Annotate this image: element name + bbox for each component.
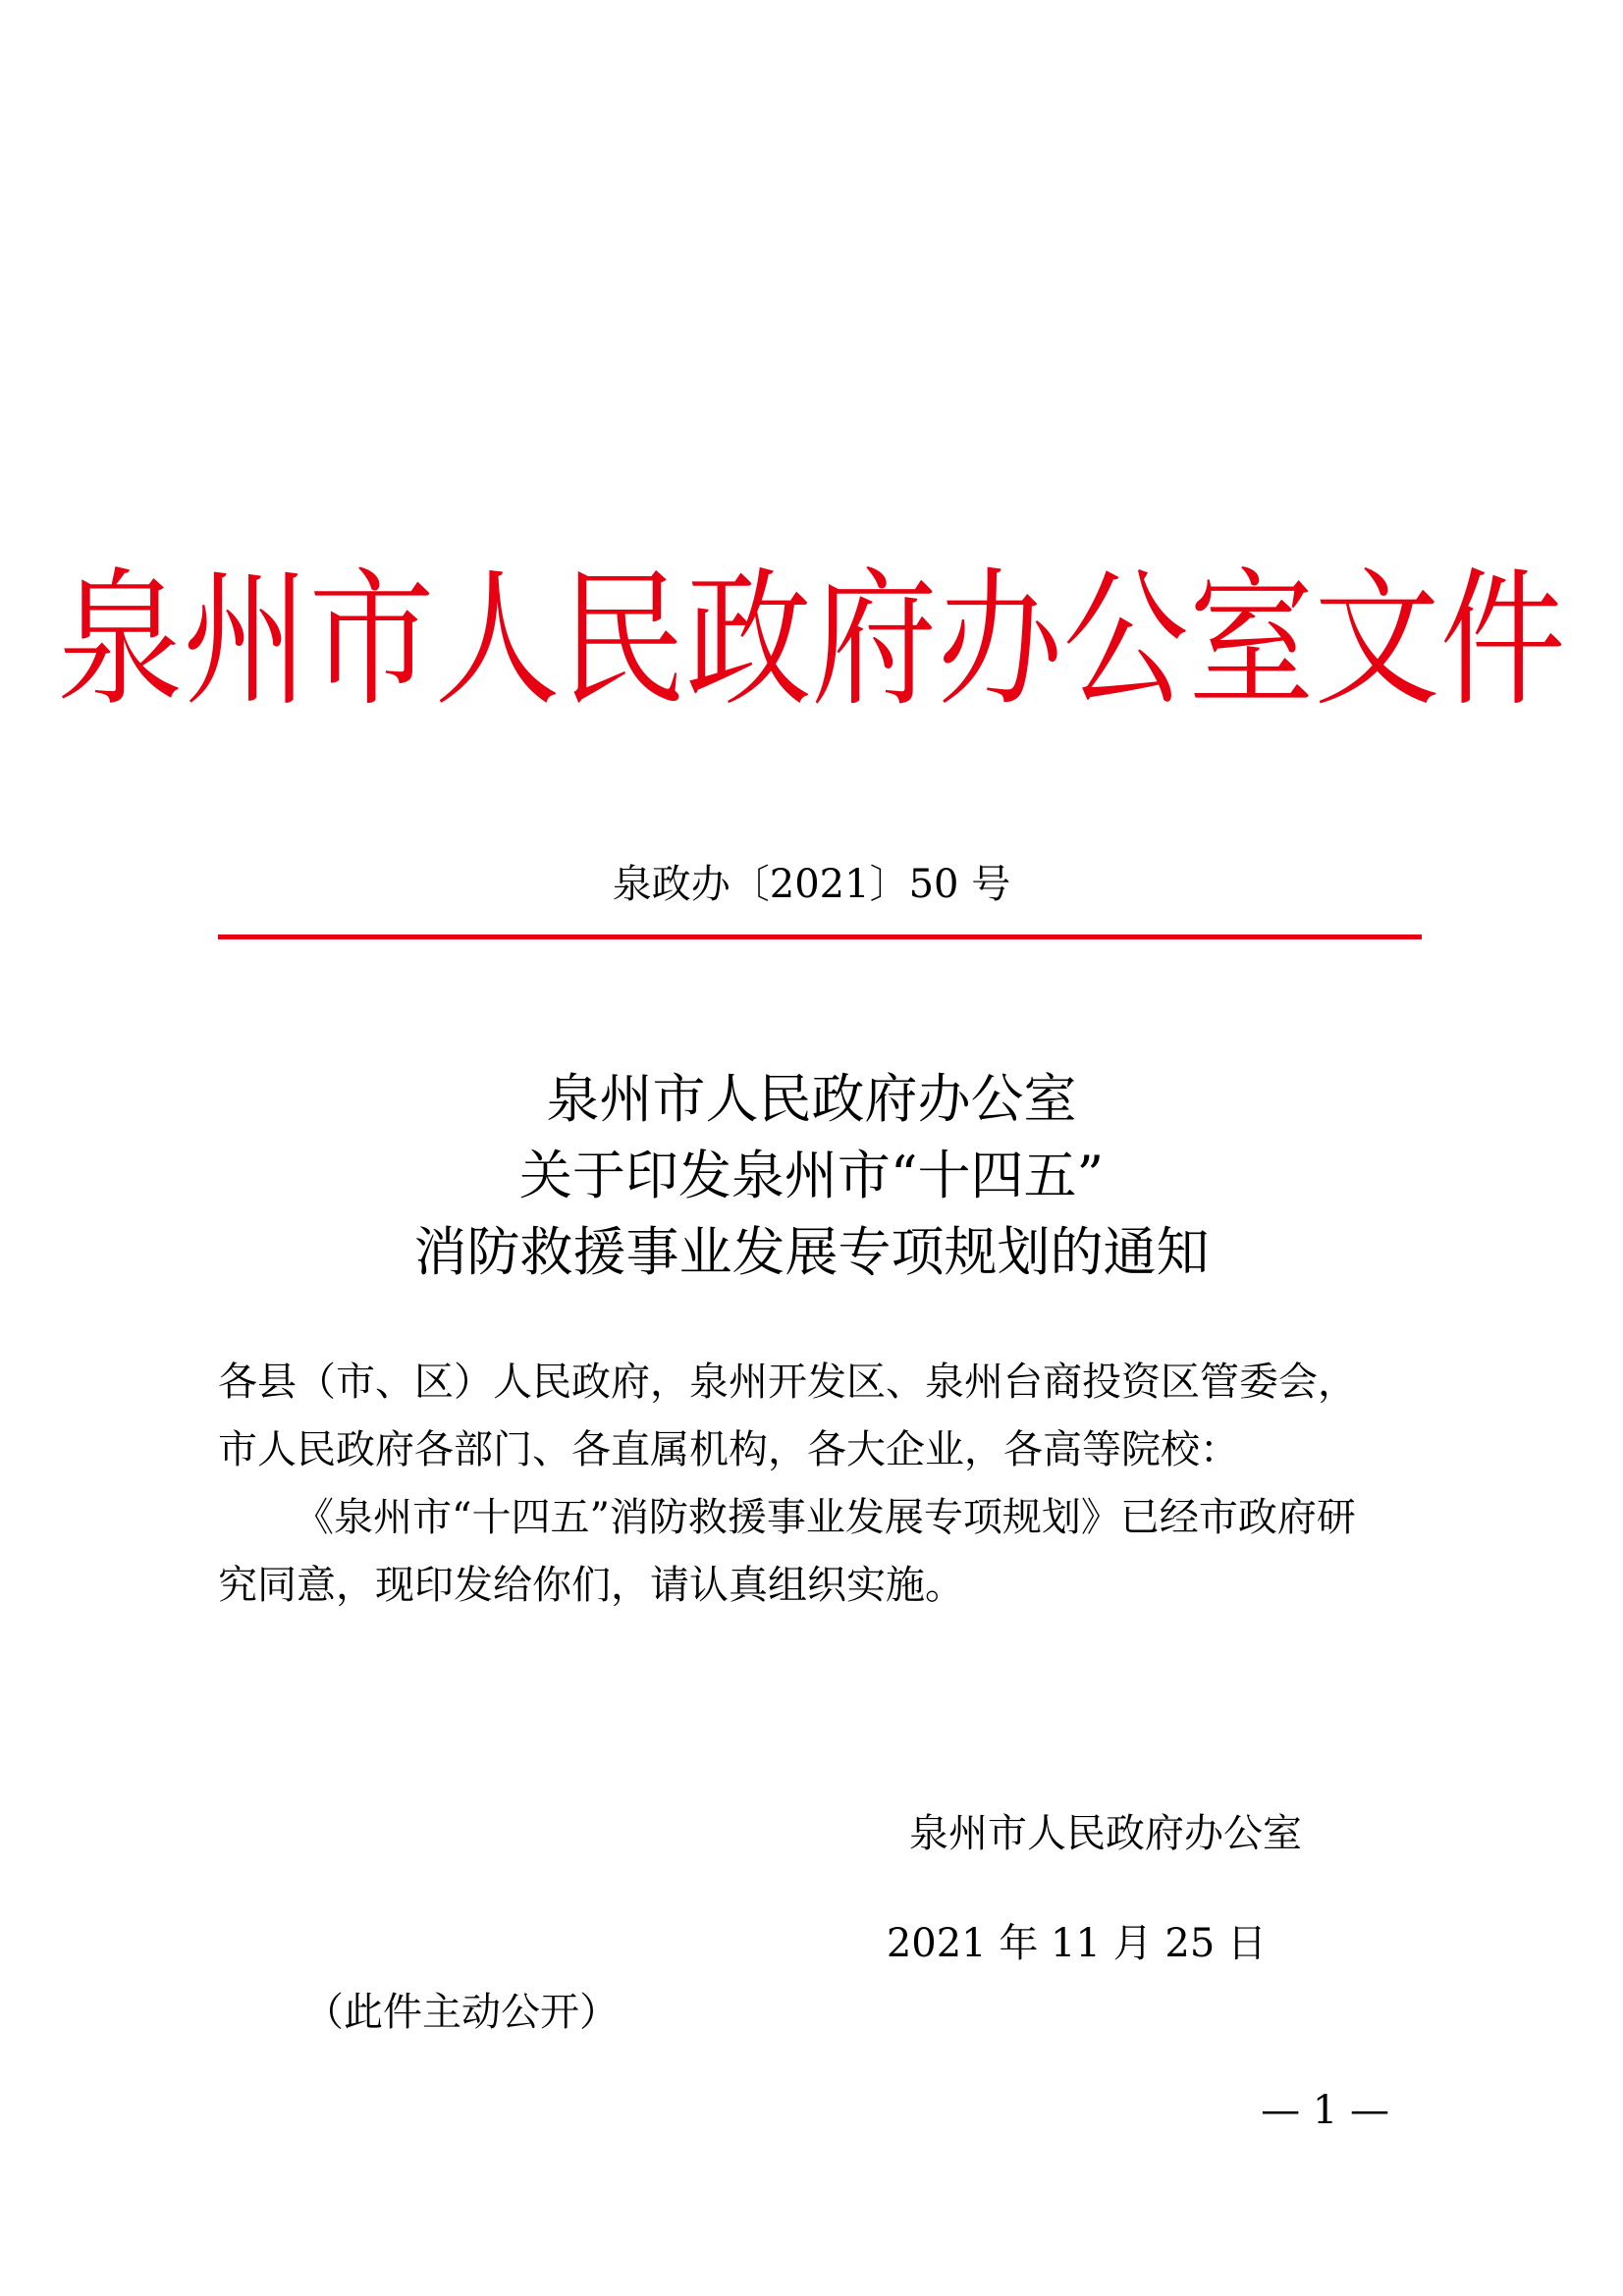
recipients-line-1: 各县（市、区）人民政府，泉州开发区、泉州台商投资区管委会，	[218, 1360, 1357, 1405]
title-line-1: 泉州市人民政府办公室	[546, 1068, 1077, 1130]
title-line-3: 消防救援事业发展专项规划的通知	[413, 1221, 1210, 1283]
disclosure-note: （此件主动公开）	[304, 1990, 619, 2035]
red-divider-line	[218, 934, 1422, 939]
page-number: — 1 —	[1261, 2088, 1389, 2133]
body-paragraph-line-2: 究同意，现印发给你们，请认真组织实施。	[218, 1563, 964, 1608]
document-masthead: 泉州市人民政府办公室文件	[57, 555, 1566, 727]
recipients-line-2: 市人民政府各部门、各直属机构，各大企业，各高等院校：	[218, 1427, 1239, 1472]
issuer-signature: 泉州市人民政府办公室	[909, 1811, 1302, 1856]
document-number: 泉政办〔2021〕50 号	[612, 862, 1011, 907]
title-line-2: 关于印发泉州市“十四五”	[518, 1145, 1105, 1206]
issue-date: 2021 年 11 月 25 日	[886, 1921, 1267, 1966]
body-paragraph-line-1: 《泉州市“十四五”消防救援事业发展专项规划》已经市政府研	[295, 1495, 1356, 1540]
